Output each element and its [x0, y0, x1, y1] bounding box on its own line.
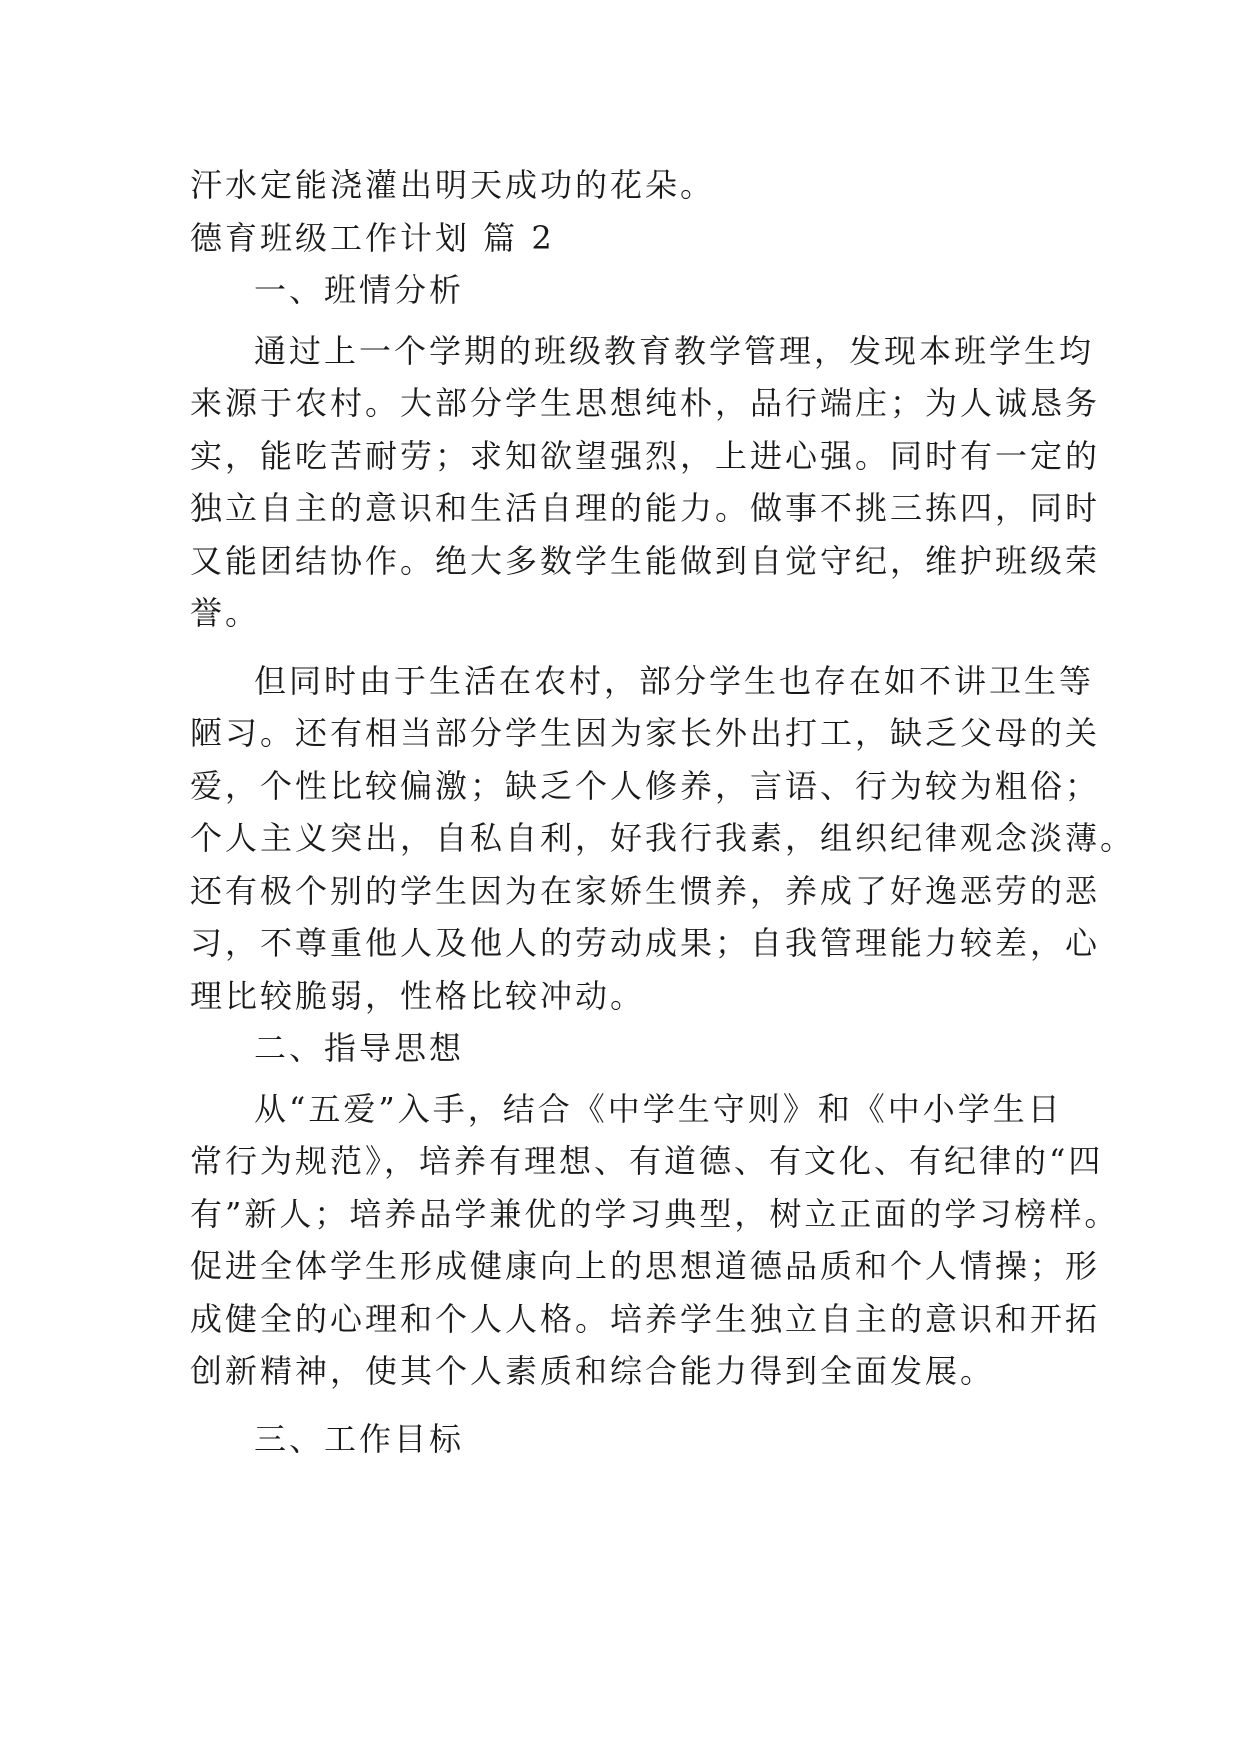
- paragraph-line: 习，不尊重他人及他人的劳动成果；自我管理能力较差，心: [190, 924, 1101, 962]
- paragraph-line: 爱，个性比较偏激；缺乏个人修养，言语、行为较为粗俗；: [190, 766, 1101, 805]
- paragraph-line: 个人主义突出，自私自利，好我行我素，组织纪律观念淡薄。: [190, 819, 1136, 857]
- paragraph-line: 还有极个别的学生因为在家娇生惯养，养成了好逸恶劳的恶: [190, 871, 1101, 910]
- paragraph-line: 通过上一个学期的班级教育教学管理，发现本班学生均: [254, 331, 1095, 370]
- paragraph-line: 理比较脆弱，性格比较冲动。: [190, 976, 646, 1015]
- heading-class-analysis: 一、班情分析: [254, 271, 465, 309]
- paragraph-line: 陋习。还有相当部分学生因为家长外出打工，缺乏父母的关: [190, 714, 1101, 752]
- paragraph-line: 誉。: [190, 594, 261, 632]
- paragraph-line: 常行为规范》，培养有理想、有道德、有文化、有纪律的“四: [190, 1142, 1104, 1180]
- paragraph-line: 促进全体学生形成健康向上的思想道德品质和个人情操；形: [190, 1247, 1101, 1285]
- section-title: 德育班级工作计划 篇 2: [190, 218, 555, 257]
- paragraph-line: 但同时由于生活在农村，部分学生也存在如不讲卫生等: [254, 661, 1095, 700]
- paragraph-line: 又能团结协作。绝大多数学生能做到自觉守纪，维护班级荣: [190, 541, 1101, 580]
- paragraph-line: 有”新人；培养品学兼优的学习典型，树立正面的学习榜样。: [190, 1194, 1120, 1233]
- paragraph-line: 从“五爱”入手，结合《中学生守则》和《中小学生日: [254, 1089, 1063, 1128]
- paragraph-line: 创新精神，使其个人素质和综合能力得到全面发展。: [190, 1352, 996, 1390]
- heading-work-goals: 三、工作目标: [254, 1419, 465, 1458]
- document-body: [190, 159, 1136, 1465]
- paragraph-line: 汗水定能浇灌出明天成功的花朵。: [190, 166, 716, 204]
- paragraph-line: 实，能吃苦耐劳；求知欲望强烈，上进心强。同时有一定的: [190, 436, 1101, 475]
- paragraph-line: 来源于农村。大部分学生思想纯朴，品行端庄；为人诚恳务: [190, 384, 1101, 422]
- paragraph-line: 独立自主的意识和生活自理的能力。做事不挑三拣四，同时: [190, 489, 1101, 527]
- paragraph-line: 成健全的心理和个人人格。培养学生独立自主的意识和开拓: [190, 1299, 1101, 1338]
- heading-guiding-ideology: 二、指导思想: [254, 1029, 465, 1067]
